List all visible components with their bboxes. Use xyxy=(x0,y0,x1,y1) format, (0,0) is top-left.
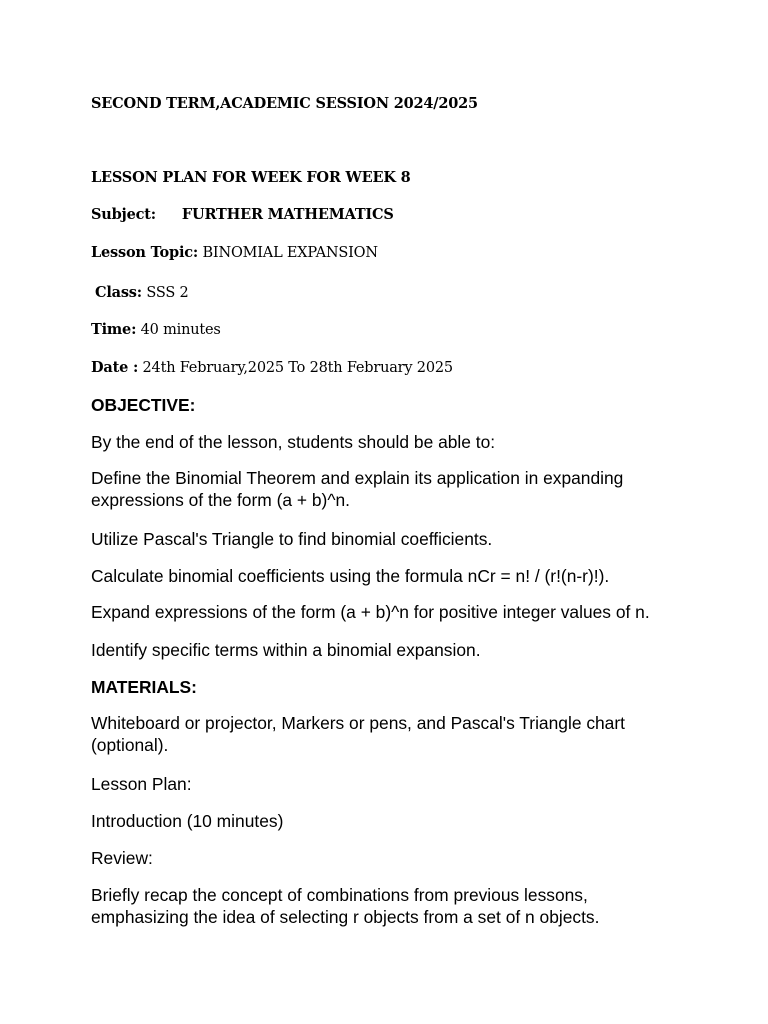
materials-heading: MATERIALS: xyxy=(91,677,197,697)
class-label: Class: xyxy=(95,284,142,301)
objective-item-3: Calculate binomial coefficients using the formula nCr = n! / (r!(n-r)!). xyxy=(91,566,610,586)
objective-item-2: Utilize Pascal's Triangle to find binomial coefficients. xyxy=(91,529,493,549)
introduction-heading: Introduction (10 minutes) xyxy=(91,811,284,831)
subject-line xyxy=(91,206,394,223)
date-label: Date : xyxy=(91,359,139,376)
class-value: SSS 2 xyxy=(146,285,189,301)
objective-intro: By the end of the lesson, students should be able to: xyxy=(91,432,496,452)
time-value: 40 minutes xyxy=(140,322,221,338)
objective-item-5: Identify specific terms within a binomial expansion. xyxy=(91,640,481,660)
time-line xyxy=(91,321,221,338)
date-line xyxy=(91,359,453,376)
objective-item-4: Expand expressions of the form (a + b)^n for positive integer values of n. xyxy=(91,602,650,622)
review-label: Review: xyxy=(91,848,153,868)
objective-heading: OBJECTIVE: xyxy=(91,395,196,415)
lesson-plan-title: LESSON PLAN FOR WEEK FOR WEEK 8 xyxy=(91,169,411,186)
subject-label: Subject: xyxy=(91,206,156,223)
date-value: 24th February,2025 To 28th February 2025 xyxy=(142,360,453,376)
objective-item-1: Define the Binomial Theorem and explain its application in expanding expressions of the form (a + b)^n. xyxy=(91,468,624,510)
class-line xyxy=(95,284,188,301)
lesson-plan-label: Lesson Plan: xyxy=(91,774,192,794)
subject-value: FURTHER MATHEMATICS xyxy=(181,206,394,223)
review-text: Briefly recap the concept of combinations from previous lessons, emphasizing the idea of selecting r objects from a set of n objects. xyxy=(91,885,600,927)
topic-value: BINOMIAL EXPANSION xyxy=(202,245,378,261)
topic-line xyxy=(91,244,378,261)
term-heading: SECOND TERM,ACADEMIC SESSION 2024/2025 xyxy=(91,95,478,112)
materials-text: Whiteboard or projector, Markers or pens, and Pascal's Triangle chart (optional). xyxy=(91,713,625,755)
time-label: Time: xyxy=(91,321,137,338)
topic-label: Lesson Topic: xyxy=(91,244,199,261)
